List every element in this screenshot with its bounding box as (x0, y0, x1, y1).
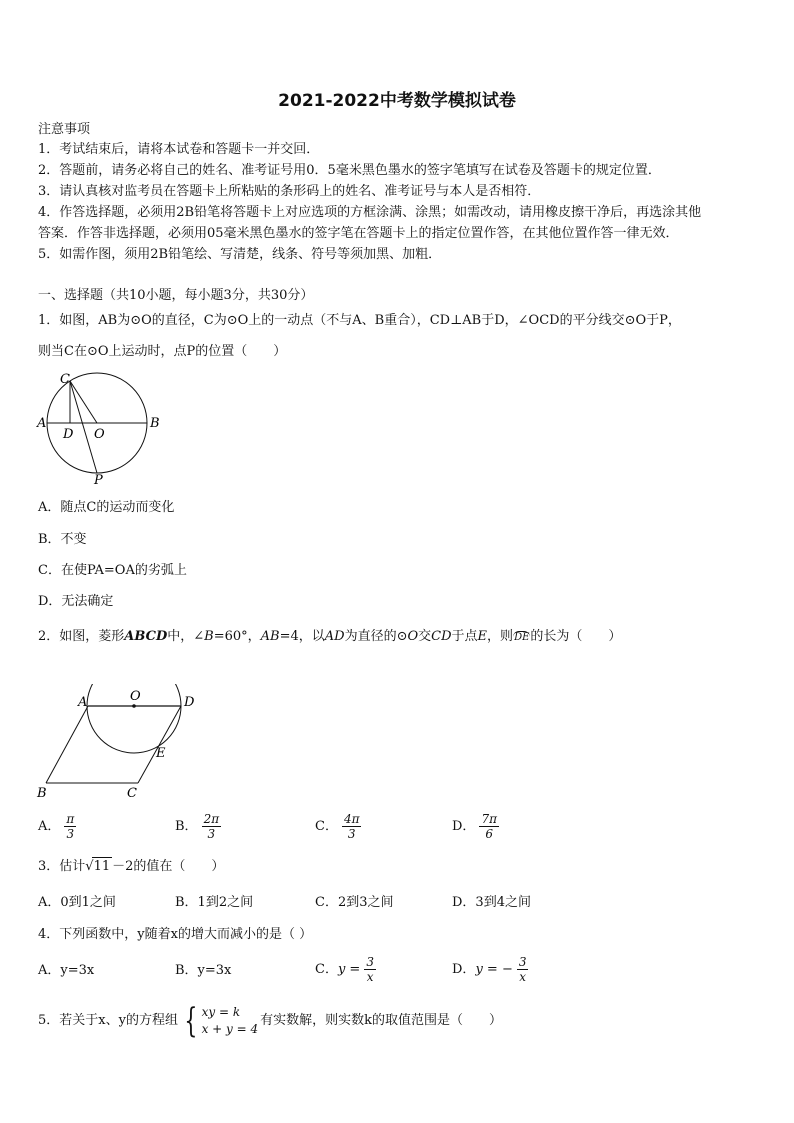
notice-item: 5．如需作图，须用2B铅笔绘、写清楚，线条、符号等须加黑、加粗． (38, 247, 442, 262)
label-b: B (37, 786, 47, 801)
q3-option-b: B．1到2之间 (175, 895, 254, 910)
q1-option-a: A．随点C的运动而变化 (38, 500, 175, 515)
q3-option-d: D．3到4之间 (452, 895, 531, 910)
question-2-text: 2．如图，菱形ABCD中，∠B=60°，AB=4，以AD为直径的⊙O交CD于点E，则DE的长为（ ） (38, 629, 622, 644)
notice-item: 3．请认真核对监考员在答题卡上所粘贴的条形码上的姓名、准考证号与本人是否相符． (38, 184, 541, 199)
equation-system: { xy = k x + y = 4 (184, 1000, 259, 1041)
segment-cp (70, 381, 97, 473)
notice-item: 1．考试结束后，请将本试卷和答题卡一并交回． (38, 142, 320, 157)
question-2-figure (34, 684, 204, 804)
label-o: O (130, 689, 141, 704)
label-d: D (63, 427, 74, 442)
q2-option-d: D． $\frac{7\pi}{6}$ (452, 812, 497, 841)
question-1-figure (34, 370, 164, 486)
label-d: D (184, 695, 195, 710)
label-o: O (94, 427, 105, 442)
label-p: P (94, 473, 103, 486)
q1-option-b: B．不变 (38, 532, 87, 547)
q4-option-d: D．y = − $\frac{3}{x}$ (452, 955, 527, 984)
segment-co (70, 381, 97, 423)
question-4-text: 4．下列函数中，y随着x的增大而减小的是（ ） (38, 927, 313, 942)
label-b: B (150, 416, 160, 431)
q1-option-c: C．在使PA=OA的劣弧上 (38, 563, 187, 578)
label-a: A (78, 695, 88, 710)
q4-option-c: C．y = $\frac{3}{x}$ (315, 955, 374, 984)
q4-option-b: B．y=3x (175, 963, 232, 978)
q2-option-c: C． $\frac{4\pi}{3}$ (315, 812, 360, 841)
question-3-text: 3．估计√11 －2的值在（ ） (38, 859, 225, 874)
section-heading: 一、选择题（共10小题，每小题3分，共30分） (38, 288, 314, 303)
label-c: C (127, 786, 137, 801)
question-1-text-cont: 则当C在⊙O上运动时，点P的位置（ ） (38, 344, 287, 359)
question-5-text: 5．若关于x、y的方程组 { xy = k x + y = 4 有实数解，则实数k的取值范围是（ ） (38, 1000, 503, 1041)
radicand: 11 (93, 859, 111, 874)
arc-de-symbol: DE (514, 632, 530, 643)
q2-option-a: A． $\frac{\pi}{3}$ (38, 812, 75, 841)
q1-option-d: D．无法确定 (38, 594, 114, 609)
notice-item: 2．答题前，请务必将自己的姓名、准考证号用0．5毫米黑色墨水的签字笔填写在试卷及答题卡的规定位置． (38, 163, 661, 178)
center-o (132, 704, 136, 708)
page-title: 2021-2022中考数学模拟试卷 (278, 91, 516, 111)
label-a: A (37, 416, 47, 431)
label-c: C (60, 372, 70, 387)
question-1-text: 1．如图，AB为⊙O的直径，C为⊙O上的一动点（不与A、B重合），CD⊥AB于D，∠OCD的平分线交⊙O于P， (38, 313, 681, 328)
side-ab (46, 706, 88, 783)
q4-option-a: A．y=3x (38, 963, 95, 978)
side-cd (138, 706, 181, 783)
notice-heading: 注意事项 (38, 122, 91, 137)
q2-option-b: B． $\frac{2\pi}{3}$ (175, 812, 220, 841)
q3-option-c: C．2到3之间 (315, 895, 394, 910)
label-e: E (156, 746, 166, 761)
notice-item: 4．作答选择题，必须用2B铅笔将答题卡上对应选项的方框涂满、涂黑；如需改动，请用橡皮擦干净后，再选涂其他 (38, 205, 702, 220)
notice-item: 答案．作答非选择题，必须用05毫米黑色墨水的签字笔在答题卡上的指定位置作答，在其他位置作答一律无效． (38, 226, 679, 241)
q3-option-a: A．0到1之间 (38, 895, 116, 910)
